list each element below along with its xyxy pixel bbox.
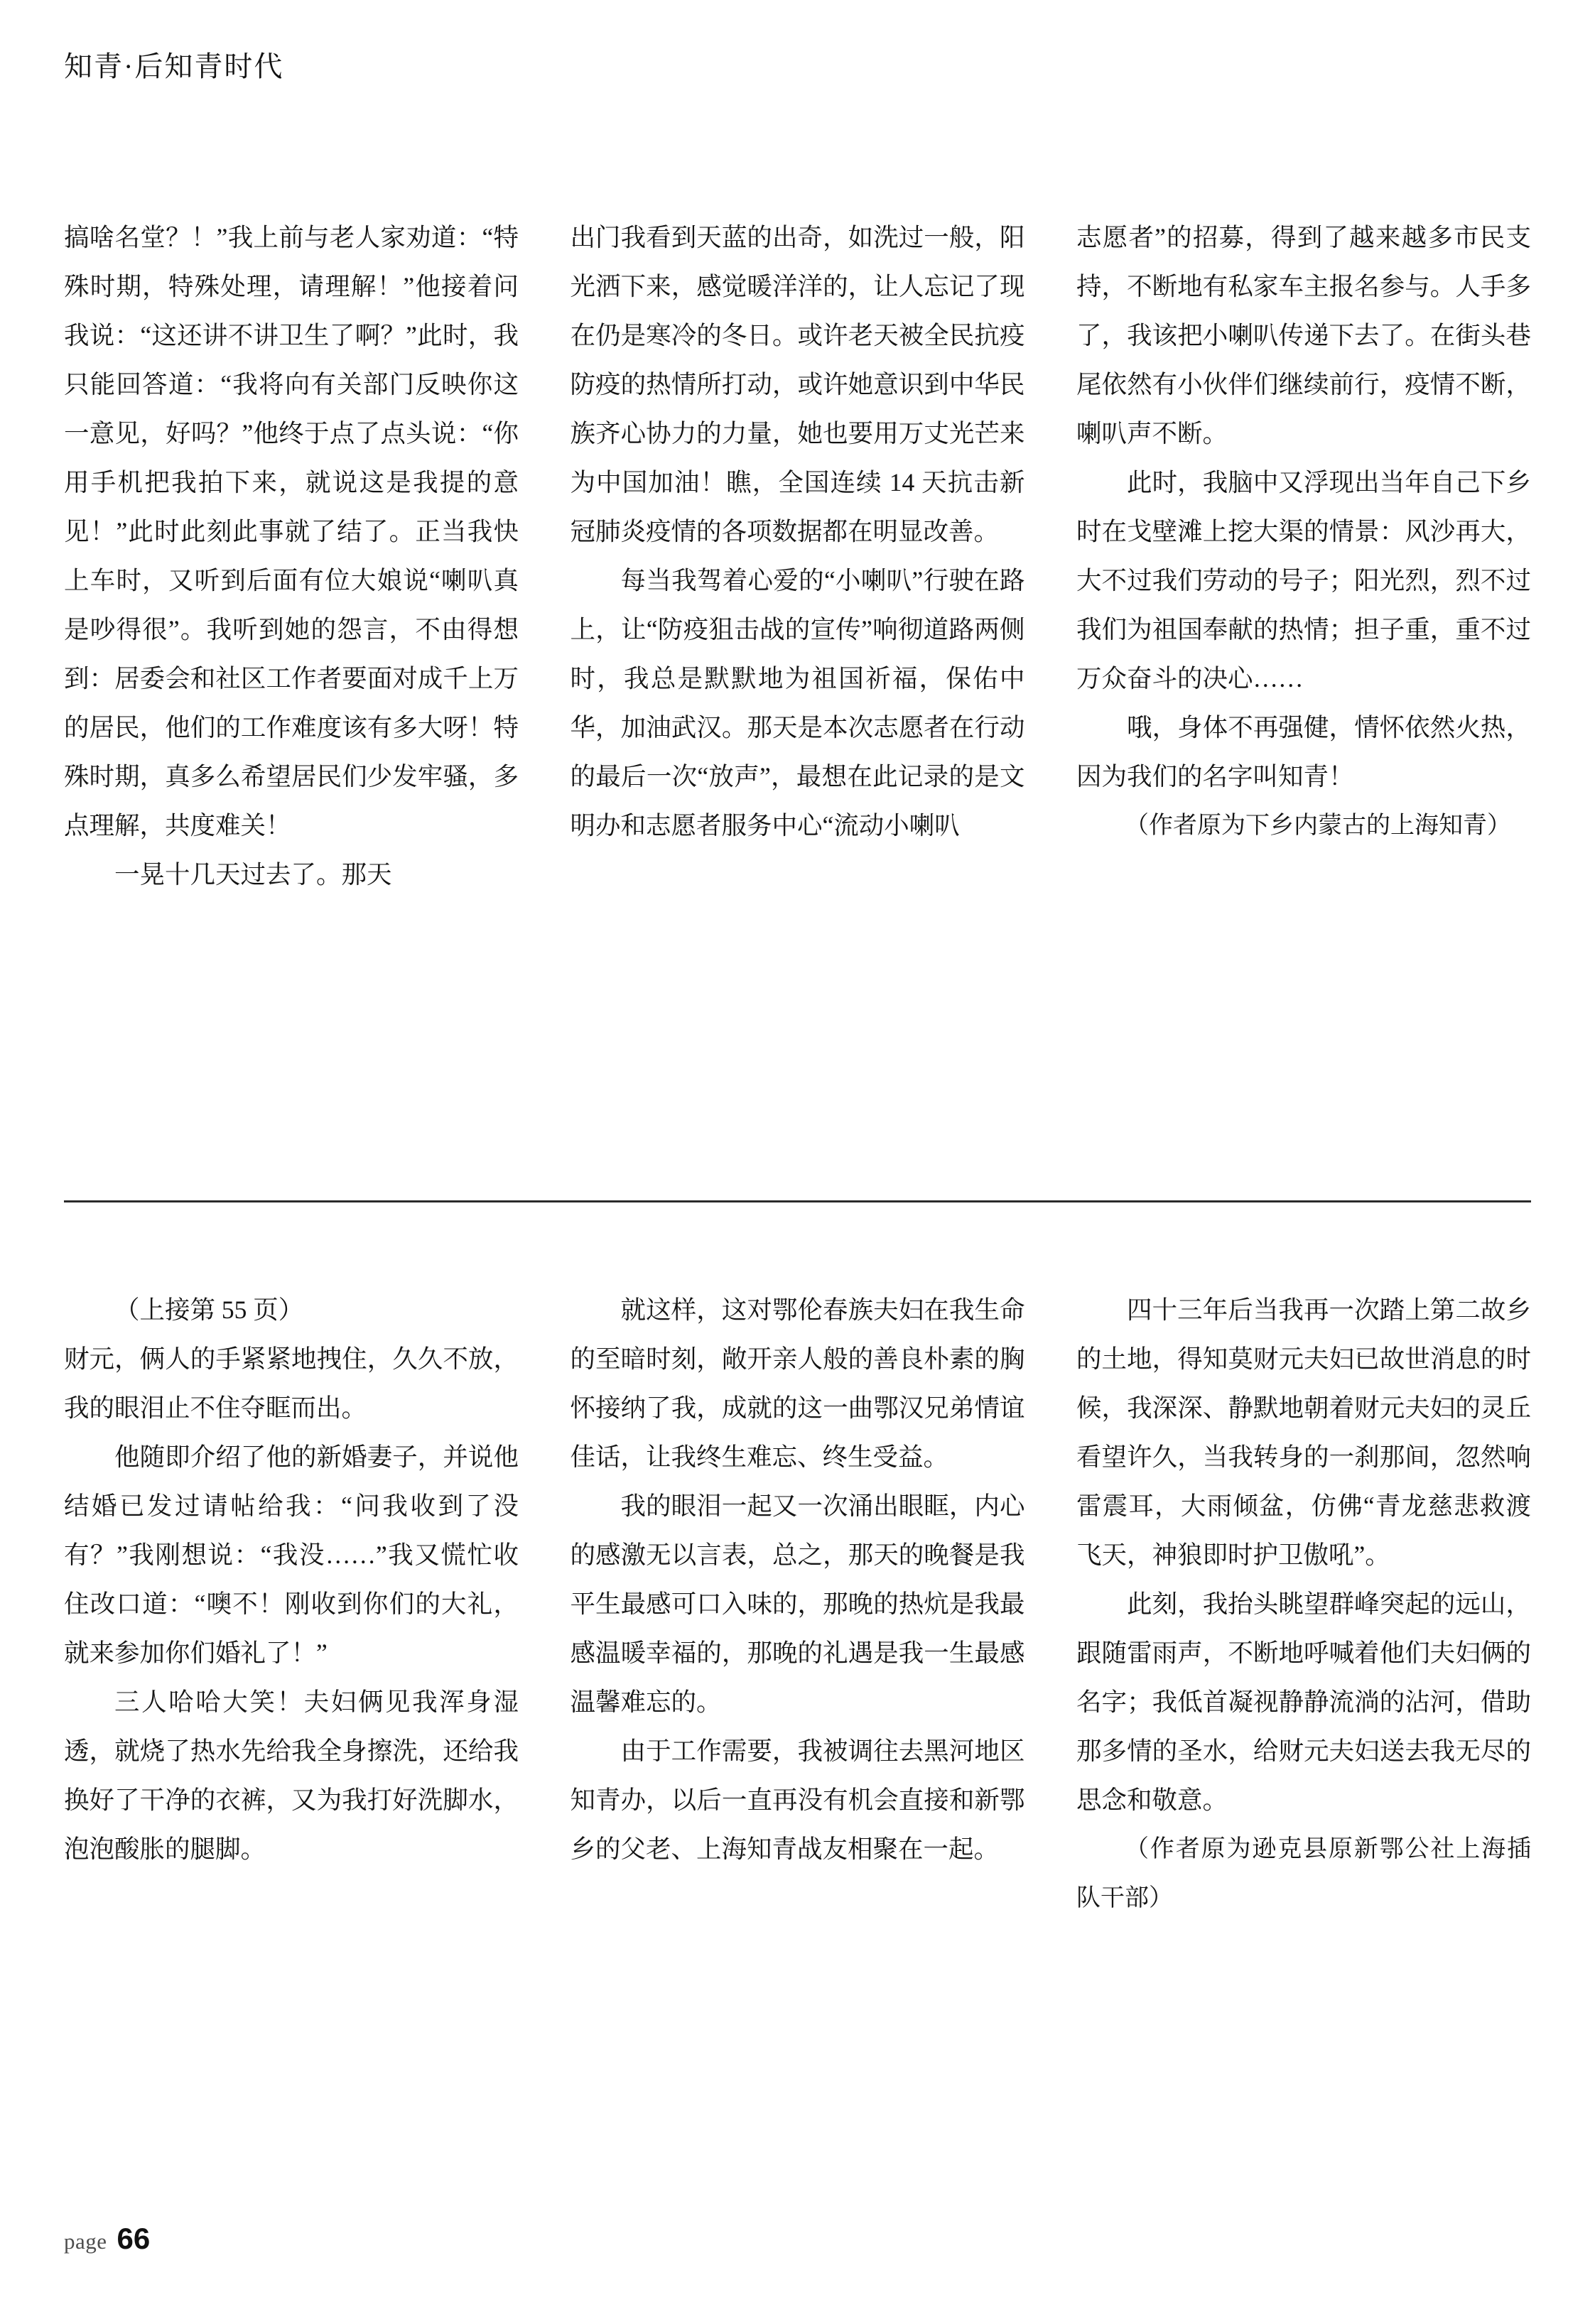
author-note: （作者原为下乡内蒙古的上海知青）	[1125, 813, 1511, 839]
article-bottom-column-2	[571, 1286, 1025, 1923]
paragraph: 四十三年后当我再一次踏上第二故乡的土地，得知莫财元夫妇已故世消息的时候，我深深、静默地朝着财元夫妇的灵丘看望许久，当我转身的一刹那间，忽然响雷震耳，大雨倾盆，仿佛“青龙慈悲救渡飞天，神狼即时护卫傲吼”。	[1076, 1296, 1531, 1569]
paragraph: 每当我驾着心爱的“小喇叭”行驶在路上，让“防疫狙击战的宣传”响彻道路两侧时，我总是默默地为祖国祈福，保佑中华，加油武汉。那天是本次志愿者在行动的最后一次“放声”，最想在此记录的是文明办和志愿者服务中心“流动小喇叭	[570, 566, 1025, 840]
continuation-note: （上接第 55 页）	[114, 1296, 304, 1324]
paragraph: 志愿者”的招募，得到了越来越多市民支持，不断地有私家车主报名参与。人手多了，我该把小喇叭传递下去了。在街头巷尾依然有小伙伴们继续前行，疫情不断，喇叭声不断。	[1076, 223, 1531, 447]
running-head: 知青·后知青时代	[64, 50, 284, 82]
paragraph: 搞啥名堂？！”我上前与老人家劝道：“特殊时期，特殊处理，请理解！”他接着问我说：“这还讲不讲卫生了啊？”此时，我只能回答道：“我将向有关部门反映你这一意见，好吗？”他终于点了点头说：“你用手机把我拍下来，就说这是我提的意见！”此时此刻此事就了结了。正当我快上车时，又听到后面有位大娘说“喇叭真是吵得很”。我听到她的怨言，不由得想到：居委会和社区工作者要面对成千上万的居民，他们的工作难度该有多大呀！特殊时期，真多么希望居民们少发牢骚，多点理解，共度难关！	[64, 223, 519, 840]
paragraph: 由于工作需要，我被调往去黑河地区知青办，以后一直再没有机会直接和新鄂乡的父老、上海知青战友相聚在一起。	[570, 1737, 1025, 1863]
paragraph: 一晃十几天过去了。那天	[114, 860, 392, 889]
article-bottom-column-3	[1076, 1286, 1531, 1923]
page-label: page	[64, 2229, 107, 2254]
paragraph: 哦，身体不再强健，情怀依然火热，因为我们的名字叫知青！	[1076, 713, 1531, 791]
page-footer	[64, 2222, 150, 2256]
article-top-column-3	[1076, 213, 1531, 899]
article-top	[64, 213, 1531, 899]
author-note: （作者原为逊克县原新鄂公社上海插队干部）	[1076, 1836, 1531, 1911]
article-top-column-1	[64, 213, 519, 899]
article-bottom	[64, 1286, 1531, 1923]
paragraph: 此刻，我抬头眺望群峰突起的远山，跟随雷雨声，不断地呼喊着他们夫妇俩的名字；我低首凝视静静流淌的沾河，借助那多情的圣水，给财元夫妇送去我无尽的思念和敬意。	[1076, 1590, 1531, 1814]
paragraph: 就这样，这对鄂伦春族夫妇在我生命的至暗时刻，敞开亲人般的善良朴素的胸怀接纳了我，成就的这一曲鄂汉兄弟情谊佳话，让我终生难忘、终生受益。	[570, 1296, 1025, 1471]
paragraph: 财元，俩人的手紧紧地拽住，久久不放，我的眼泪止不住夺眶而出。	[64, 1345, 519, 1422]
section-divider	[64, 1200, 1531, 1202]
page-number: 66	[117, 2222, 151, 2255]
article-bottom-column-1	[64, 1286, 519, 1923]
paragraph: 此时，我脑中又浮现出当年自己下乡时在戈壁滩上挖大渠的情景：风沙再大，大不过我们劳动的号子；阳光烈，烈不过我们为祖国奉献的热情；担子重，重不过万众奋斗的决心……	[1076, 468, 1531, 693]
article-top-column-2	[571, 213, 1025, 899]
paragraph: 三人哈哈大笑！夫妇俩见我浑身湿透，就烧了热水先给我全身擦洗，还给我换好了干净的衣裤，又为我打好洗脚水，泡泡酸胀的腿脚。	[64, 1688, 519, 1863]
paragraph: 我的眼泪一起又一次涌出眼眶，内心的感激无以言表，总之，那天的晚餐是我平生最感可口入味的，那晚的热炕是我最感温暖幸福的，那晚的礼遇是我一生最感温馨难忘的。	[570, 1492, 1025, 1716]
paragraph: 他随即介绍了他的新婚妻子，并说他结婚已发过请帖给我：“问我收到了没有？”我刚想说：“我没……”我又慌忙收住改口道：“噢不！刚收到你们的大礼，就来参加你们婚礼了！”	[64, 1443, 519, 1667]
paragraph: 出门我看到天蓝的出奇，如洗过一般，阳光洒下来，感觉暖洋洋的，让人忘记了现在仍是寒冷的冬日。或许老天被全民抗疫防疫的热情所打动，或许她意识到中华民族齐心协力的力量，她也要用万丈光芒来为中国加油！瞧，全国连续 14 天抗击新冠肺炎疫情的各项数据都在明显改善。	[570, 223, 1025, 545]
